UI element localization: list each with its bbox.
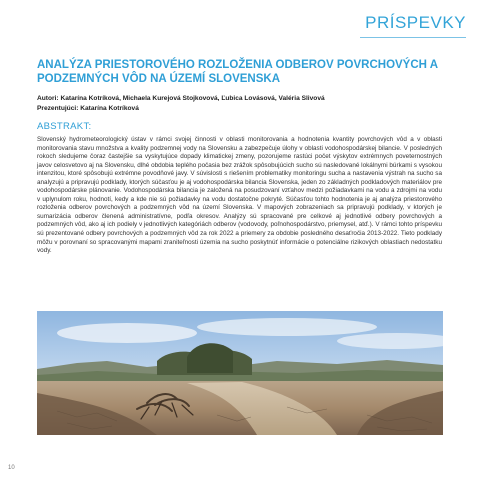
- section-rule: [360, 37, 466, 38]
- authors-label: Autori:: [37, 95, 59, 102]
- dry-riverbed-photo: [37, 311, 443, 435]
- article: [37, 58, 442, 256]
- presenter: Katarína Kotríková: [80, 105, 139, 112]
- authors-line: [37, 94, 442, 104]
- page-number: 10: [8, 465, 15, 471]
- presenter-line: [37, 104, 442, 114]
- article-title: ANALÝZA PRIESTOROVÉHO ROZLOŽENIA ODBEROV POVRCHOVÝCH A PODZEMNÝCH VÔD NA ÚZEMÍ SLOVENSKA: [37, 59, 438, 85]
- abstract-text: Slovenský hydrometeorologický ústav v rámci svojej činnosti v oblasti monitorovania a hodnotenia kvantity povrchových vôd a v oblasti monitorovania stavu množstva a kvality podzemnej vody na Slovensku a zabezpečuje úlohy v oblasti vodohospodárskej bilancie. V posledných rokoch sledujeme čoraz častejšie sa vyskytujúce dopady klimatickej zmeny, pozorujeme rastúci počet výskytov extrémnych poveternostných javov celosvetovo aj na Slovensku, dlhé obdobia teplého počasia bez zrážok spôsobujúcich sucho sú nasledované lokálnymi búrkami s vysokou intenzitou, ktoré spôsobujú extrémne povodňové javy. V súvislosti s riešením problematiky monitoringu sucha a nastavenia výstrah na sucho sa analyzujú a pripravujú podklady, ktorých súčasťou je aj vodohospodárska bilancia Slovenska, jeden zo základných podkladových materiálov pre vodohospodárske plánovanie. Vodohospodárska bilancia je založená na posudzovaní vzťahov medzi požiadavkami na vodu a zdrojmi na vodu v uplynulom roku, hodnotí, kedy a kde nie sú požiadavky na vodu dostatočne pokryté. Súčasťou tohto hodnotenia je aj analýza priestorového rozloženia odberov povrchových a podzemných vôd na území Slovenska. V mapových zobrazeniach sa pripravujú podklady, v ktorých je sumarizácia odberov členená administratívne, podľa okresov. Analýzy sú spracované pre celkové aj jednotlivé odbery povrchových a podzemných vôd, ako aj ich podiely v jednotlivých kategóriách odberov (vodovody, poľnohospodárstvo, priemysel, atď.). V rámci tohto príspevku sú prezentované odbery povrchových a podzemných vôd za rok 2022 a priemery za obdobie posledného desaťročia 2013-2022. Tieto podklady môžu v porovnaní so spracovanými mapami zraniteľnosti územia na sucho poskytnúť informácie o potenciálne rizikových oblastiach nedostatku vody.: [37, 136, 442, 255]
- article-meta: [37, 94, 442, 114]
- abstract-heading: ABSTRAKT:: [37, 121, 92, 132]
- presenter-label: Prezentujúci:: [37, 105, 79, 112]
- authors: Katarína Kotríková, Michaela Kurejová Stojkovová, Ľubica Lovásová, Valéria Slivová: [60, 95, 325, 102]
- section-title: PRÍSPEVKY: [365, 13, 466, 32]
